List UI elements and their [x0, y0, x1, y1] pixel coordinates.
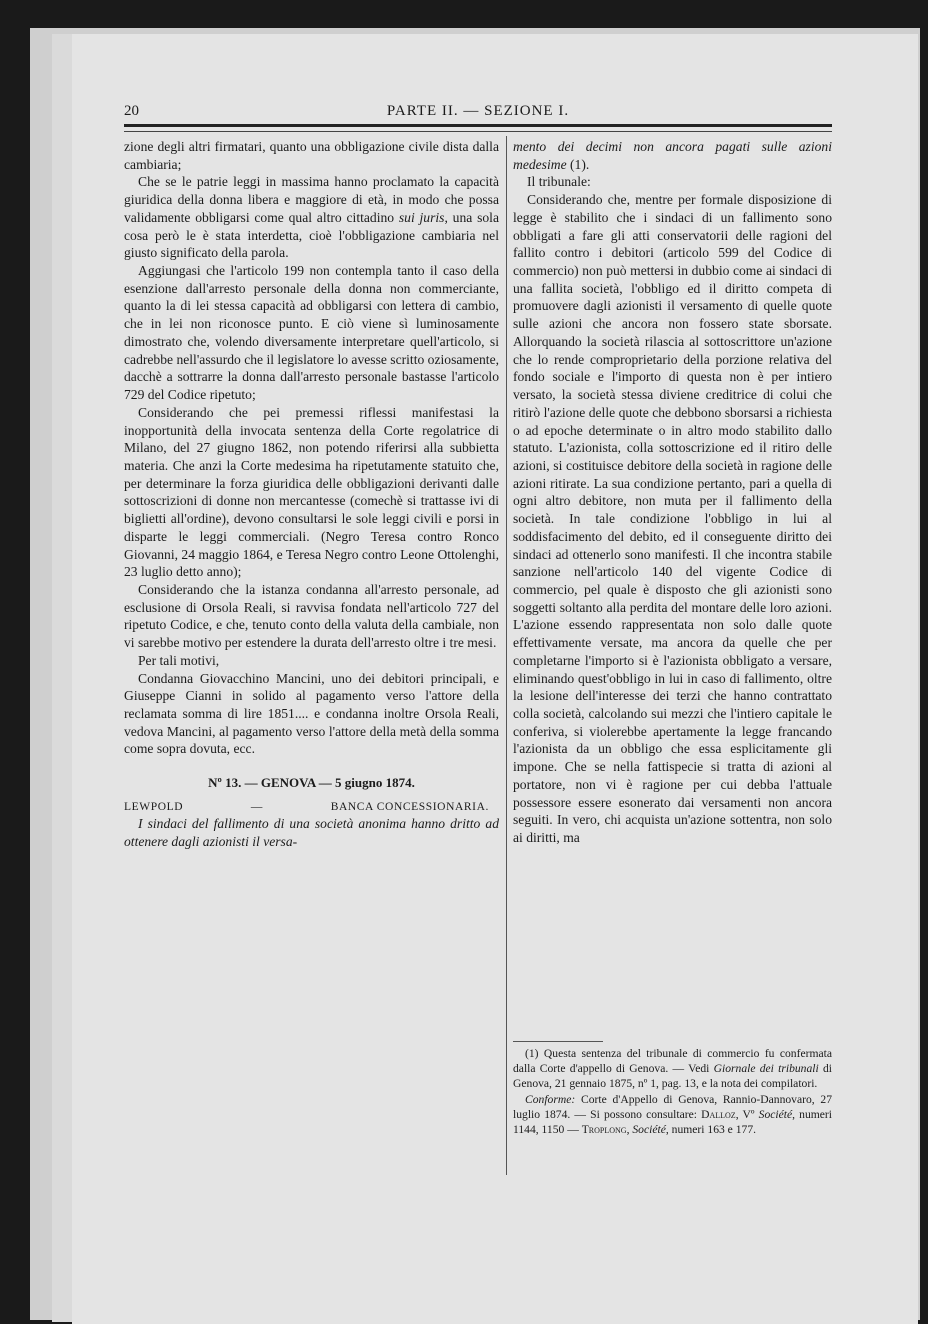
paragraph: Considerando che pei premessi riflessi manifestasi la inopportunità della invocata sentenza della Corte regolatrice di Milano, del 27 giugno 1862, non potendo riferirsi alla subbietta materia. Che anzi la Corte medesima ha ripetutamente statuito che, per determinare la forza giuridica delle obbligazioni derivanti dalle sottoscrizioni di donne non mercantesse (comechè si trattasse ivi di biglietti all'ordine), devono consultarsi le sole leggi civili e porsi in disparte le leggi commerciali. (Negro Teresa contro Ronco Giovanni, 24 maggio 1864, e Teresa Negro contro Leone Ottolenghi, 23 luglio detto anno);: [124, 404, 499, 580]
right-column: [513, 138, 832, 847]
case-heading: Nº 13. — GENOVA — 5 giugno 1874.: [208, 775, 415, 791]
footnote-paragraph: (1) Questa sentenza del tribunale di commercio fu confermata dalla Corte d'appello di Genova. — Vedi Giornale dei tribunali di Genova, 21 gennaio 1875, nº 1, pag. 13, e la nota dei compilatori.: [513, 1047, 832, 1091]
paragraph: Condanna Giovacchino Mancini, uno dei debitori principali, e Giuseppe Cianni in solido al pagamento verso l'attore della reclamata somma di lire 1851.... e condanna inoltre Orsola Reali, vedova Mancini, al pagamento verso l'attore della metà della somma come sopra dovuta, ecc.: [124, 670, 499, 757]
party-separator: —: [250, 801, 263, 814]
paragraph: zione degli altri firmatari, quanto una obbligazione civile dista dalla cambiaria;: [124, 139, 499, 172]
footnote-paragraph: Conforme: Corte d'Appello di Genova, Rannio-Dannovaro, 27 luglio 1874. — Si possono consultare: Dalloz, Vº Société, numeri 1144, 1150 — Troplong, Société, numeri 163 e 177.: [513, 1092, 833, 1137]
paragraph: Che se le patrie leggi in massima hanno proclamato la capacità giuridica della donna libera e maggiore di età, in modo che possa validamente obbligarsi come qual altro cittadino sui juris, una sola cosa però le è stata interdetta, cioè l'obbligazione cambiaria nel giusto significato della parola.: [124, 174, 499, 261]
footnote-rule: [513, 1041, 603, 1042]
paragraph: Aggiungasi che l'articolo 199 non contempla tanto il caso della esenzione dall'arresto personale della donna non commerciante, quanto la di lei stessa capacità ad obbligarsi con lettera di cambio, che in lei non riconosce punto. E ciò viene sì luminosamente dimostrato che, volendo diversamente interpretare quell'articolo, si cadrebbe nell'assurdo che il legislatore lo avesse scritto oziosamente, dacchè a sottrarre la donna dall'arresto personale bastasse l'articolo 729 del Codice ripetuto;: [124, 263, 500, 403]
footnote: [513, 1046, 832, 1137]
case-summary: I sindaci del fallimento di una società anonima hanno dritto ad ottenere dagli azionisti il versa-: [124, 816, 499, 849]
paragraph: Per tali motivi,: [138, 652, 220, 668]
footnote-ref: (1).: [566, 156, 590, 172]
paragraph: Considerando che la istanza condanna all'arresto personale, ad esclusione di Orsola Reali, si ravvisa fondata nell'articolo 727 del ripetuto Codice, e che, tenuto conto della valuta della cambiale, non vi sarebbe motivo per estendere la durata dell'arresto oltre i tre mesi.: [124, 581, 499, 651]
header-rule-thin: [124, 131, 832, 132]
paragraph: Il tribunale:: [527, 174, 591, 190]
party-right: BANCA CONCESSIONARIA.: [330, 801, 489, 814]
case-parties: [124, 799, 499, 815]
party-left: LEWPOLD: [124, 801, 184, 814]
column-divider: [506, 136, 507, 1175]
header-rule-thick: [124, 124, 832, 127]
running-title: PARTE II. — SEZIONE I.: [386, 103, 570, 119]
paragraph: mento dei decimi non ancora pagati sulle azioni medesime (1).: [513, 139, 832, 172]
page-number: 20: [124, 103, 139, 119]
page-header: [124, 103, 832, 133]
left-column: [124, 138, 499, 851]
paragraph: Considerando che, mentre per formale disposizione di legge è stabilito che i sindaci di un fallimento sono obbligati a fare gli atti conservatorii delle ragioni del fallito contro i debitori (articolo 599 del Codice di commercio) non può mettersi in dubbio come ai sindaci di una fallita società, l'obbligo ed il diritto competa di promuovere dagli azionisti il versamento di quelle quote sulle azioni che ancora non fossero state sborsate. Allorquando la società rilascia al sottoscrittore un'azione che lo rende comproprietario della porzione relativa del fondo sociale e l'importo di questa non è per intiero versato, la società stessa diviene creditrice di colui che ritirò l'azione delle quote che debbono sborsarsi a richiesta o ad epoche determinate o in altro modo stabilito dallo statuto. L'azionista, colla sottoscrizione ed il ritiro delle azioni, si costituisce debitore della società in ragione delle azioni ritirate. La sua condizione pertanto, pari a quella di ogni altro debitore, non muta per il fallimento della società. In tale condizione l'obbligo in lui al soddisfacimento del debito, ed il conseguente diritto dei sindaci ad ottenerlo sono manifesti. Il che incontra stabile sanzione nell'articolo 140 del vigente Codice di commercio, pel quale è disposto che gli azionisti sono soggetti soltanto alla perdita del montare delle loro azioni. L'azione essendo rappresentata non solo dalle quote effettivamente versate, ma ancora da quelle che per completarne l'importo si è l'azionista obbligato a versare, eliminando quest'obbligo in lui in caso di fallimento, oltre la lesione dell'interesse dei terzi che hanno contrattato colla società, calcolando sui mezzi che l'intiero capitale le conferiva, si violerebbe apertamente la legge francando l'azionista da un obbligo che essa esplicitamente gli impone. Che se nella fattispecie si tratta di azioni al portatore, non vi è ragione per cui debba l'attuale possessore essere esonerato dai versamenti non ancora seguiti. In vero, chi acquista un'azione sottentra, non solo ai diritti, ma: [513, 192, 832, 846]
